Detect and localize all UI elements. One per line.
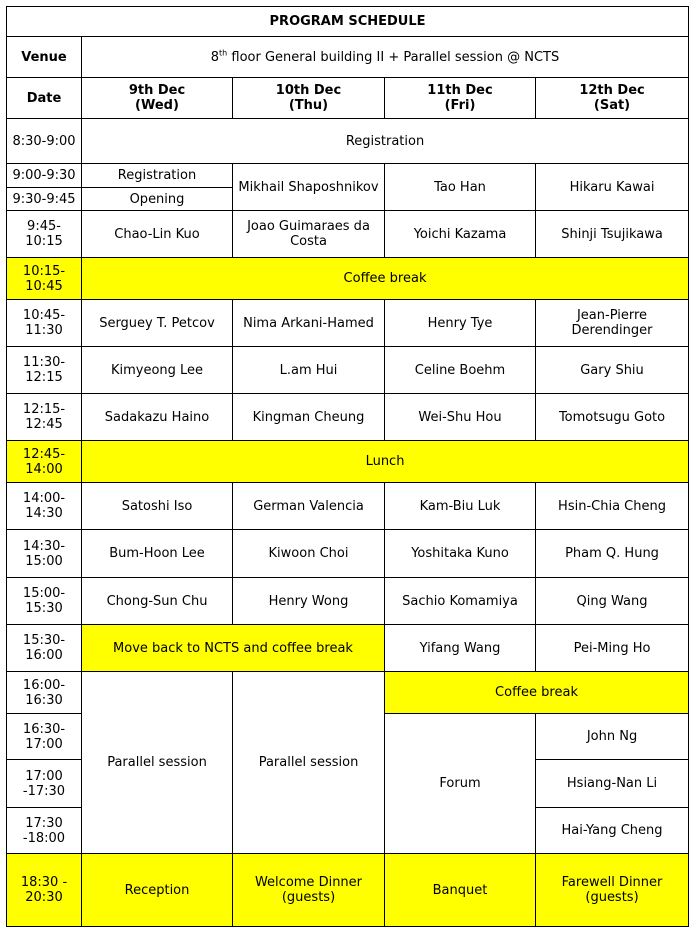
speaker-cell: L.am Hui — [233, 347, 385, 394]
speaker-cell: Hai-Yang Cheng — [536, 808, 689, 854]
time-slot: 12:15-12:45 — [7, 394, 82, 441]
day-weekday: (Thu) — [288, 98, 329, 113]
speaker-cell: Yifang Wang — [385, 625, 536, 672]
speaker-cell: Satoshi Iso — [82, 483, 233, 530]
time-slot: 15:00-15:30 — [7, 578, 82, 625]
speaker-cell: Kiwoon Choi — [233, 530, 385, 578]
speaker-cell: John Ng — [536, 714, 689, 760]
speaker-cell: Sachio Komamiya — [385, 578, 536, 625]
coffee-break-cell: Coffee break — [82, 258, 689, 300]
speaker-cell: Pei-Ming Ho — [536, 625, 689, 672]
time-slot: 18:30 - 20:30 — [7, 854, 82, 927]
farewell-dinner-cell: Farewell Dinner (guests) — [536, 854, 689, 927]
speaker-cell: Kimyeong Lee — [82, 347, 233, 394]
time-slot: 16:00-16:30 — [7, 672, 82, 714]
speaker-cell: Chong-Sun Chu — [82, 578, 233, 625]
venue-value — [82, 37, 689, 78]
time-slot: 14:00-14:30 — [7, 483, 82, 530]
time-slot: 10:15-10:45 — [7, 258, 82, 300]
day-weekday: (Fri) — [444, 98, 476, 113]
speaker-cell: Wei-Shu Hou — [385, 394, 536, 441]
time-slot: 14:30-15:00 — [7, 530, 82, 578]
time-slot: 15:30-16:00 — [7, 625, 82, 672]
speaker-cell: Henry Wong — [233, 578, 385, 625]
welcome-dinner-cell: Welcome Dinner (guests) — [233, 854, 385, 927]
day-date: 9th Dec — [128, 83, 186, 98]
schedule-title: PROGRAM SCHEDULE — [7, 7, 689, 37]
time-slot: 17:00 -17:30 — [7, 760, 82, 808]
registration-all-days: Registration — [82, 119, 689, 164]
time-slot: 8:30-9:00 — [7, 119, 82, 164]
day-header — [82, 78, 233, 119]
venue-label: Venue — [7, 37, 82, 78]
speaker-cell: Qing Wang — [536, 578, 689, 625]
venue-text: floor General building II + Parallel session @ NCTS — [231, 49, 560, 65]
speaker-cell: Jean-Pierre Derendinger — [536, 300, 689, 347]
speaker-cell: Gary Shiu — [536, 347, 689, 394]
date-label: Date — [7, 78, 82, 119]
speaker-cell: Tao Han — [385, 164, 536, 211]
speaker-cell: Shinji Tsujikawa — [536, 211, 689, 258]
time-slot: 11:30-12:15 — [7, 347, 82, 394]
day-date: 12th Dec — [579, 83, 645, 98]
time-slot: 9:45-10:15 — [7, 211, 82, 258]
reception-cell: Reception — [82, 854, 233, 927]
speaker-cell: Celine Boehm — [385, 347, 536, 394]
time-slot: 16:30-17:00 — [7, 714, 82, 760]
coffee-break-cell-2: Coffee break — [385, 672, 689, 714]
speaker-cell: Pham Q. Hung — [536, 530, 689, 578]
day-weekday: (Wed) — [135, 98, 179, 113]
day-date: 10th Dec — [275, 83, 342, 98]
speaker-cell: Yoichi Kazama — [385, 211, 536, 258]
speaker-cell: Hsin-Chia Cheng — [536, 483, 689, 530]
time-slot: 9:00-9:30 — [7, 164, 82, 188]
speaker-cell: German Valencia — [233, 483, 385, 530]
speaker-cell: Yoshitaka Kuno — [385, 530, 536, 578]
venue-floor-suffix: th — [219, 48, 228, 58]
opening-cell: Opening — [82, 188, 233, 211]
parallel-session-wed: Parallel session — [82, 672, 233, 854]
time-slot: 12:45-14:00 — [7, 441, 82, 483]
lunch-cell: Lunch — [82, 441, 689, 483]
program-schedule-table — [6, 6, 689, 927]
time-slot: 10:45-11:30 — [7, 300, 82, 347]
registration-cell: Registration — [82, 164, 233, 188]
venue-floor-number: 8 — [210, 49, 220, 65]
day-header — [233, 78, 385, 119]
speaker-cell: Sadakazu Haino — [82, 394, 233, 441]
banquet-cell: Banquet — [385, 854, 536, 927]
speaker-cell: Joao Guimaraes da Costa — [233, 211, 385, 258]
time-slot: 9:30-9:45 — [7, 188, 82, 211]
forum-cell: Forum — [385, 714, 536, 854]
speaker-cell: Kingman Cheung — [233, 394, 385, 441]
speaker-cell: Mikhail Shaposhnikov — [233, 164, 385, 211]
time-slot: 17:30 -18:00 — [7, 808, 82, 854]
parallel-session-thu: Parallel session — [233, 672, 385, 854]
day-date: 11th Dec — [427, 83, 493, 98]
speaker-cell: Kam-Biu Luk — [385, 483, 536, 530]
speaker-cell: Henry Tye — [385, 300, 536, 347]
day-weekday: (Sat) — [593, 98, 631, 113]
speaker-cell: Tomotsugu Goto — [536, 394, 689, 441]
speaker-cell: Bum-Hoon Lee — [82, 530, 233, 578]
day-header — [536, 78, 689, 119]
speaker-cell: Hsiang-Nan Li — [536, 760, 689, 808]
speaker-cell: Serguey T. Petcov — [82, 300, 233, 347]
move-back-coffee-cell: Move back to NCTS and coffee break — [82, 625, 385, 672]
speaker-cell: Chao-Lin Kuo — [82, 211, 233, 258]
speaker-cell: Hikaru Kawai — [536, 164, 689, 211]
speaker-cell: Nima Arkani-Hamed — [233, 300, 385, 347]
day-header — [385, 78, 536, 119]
